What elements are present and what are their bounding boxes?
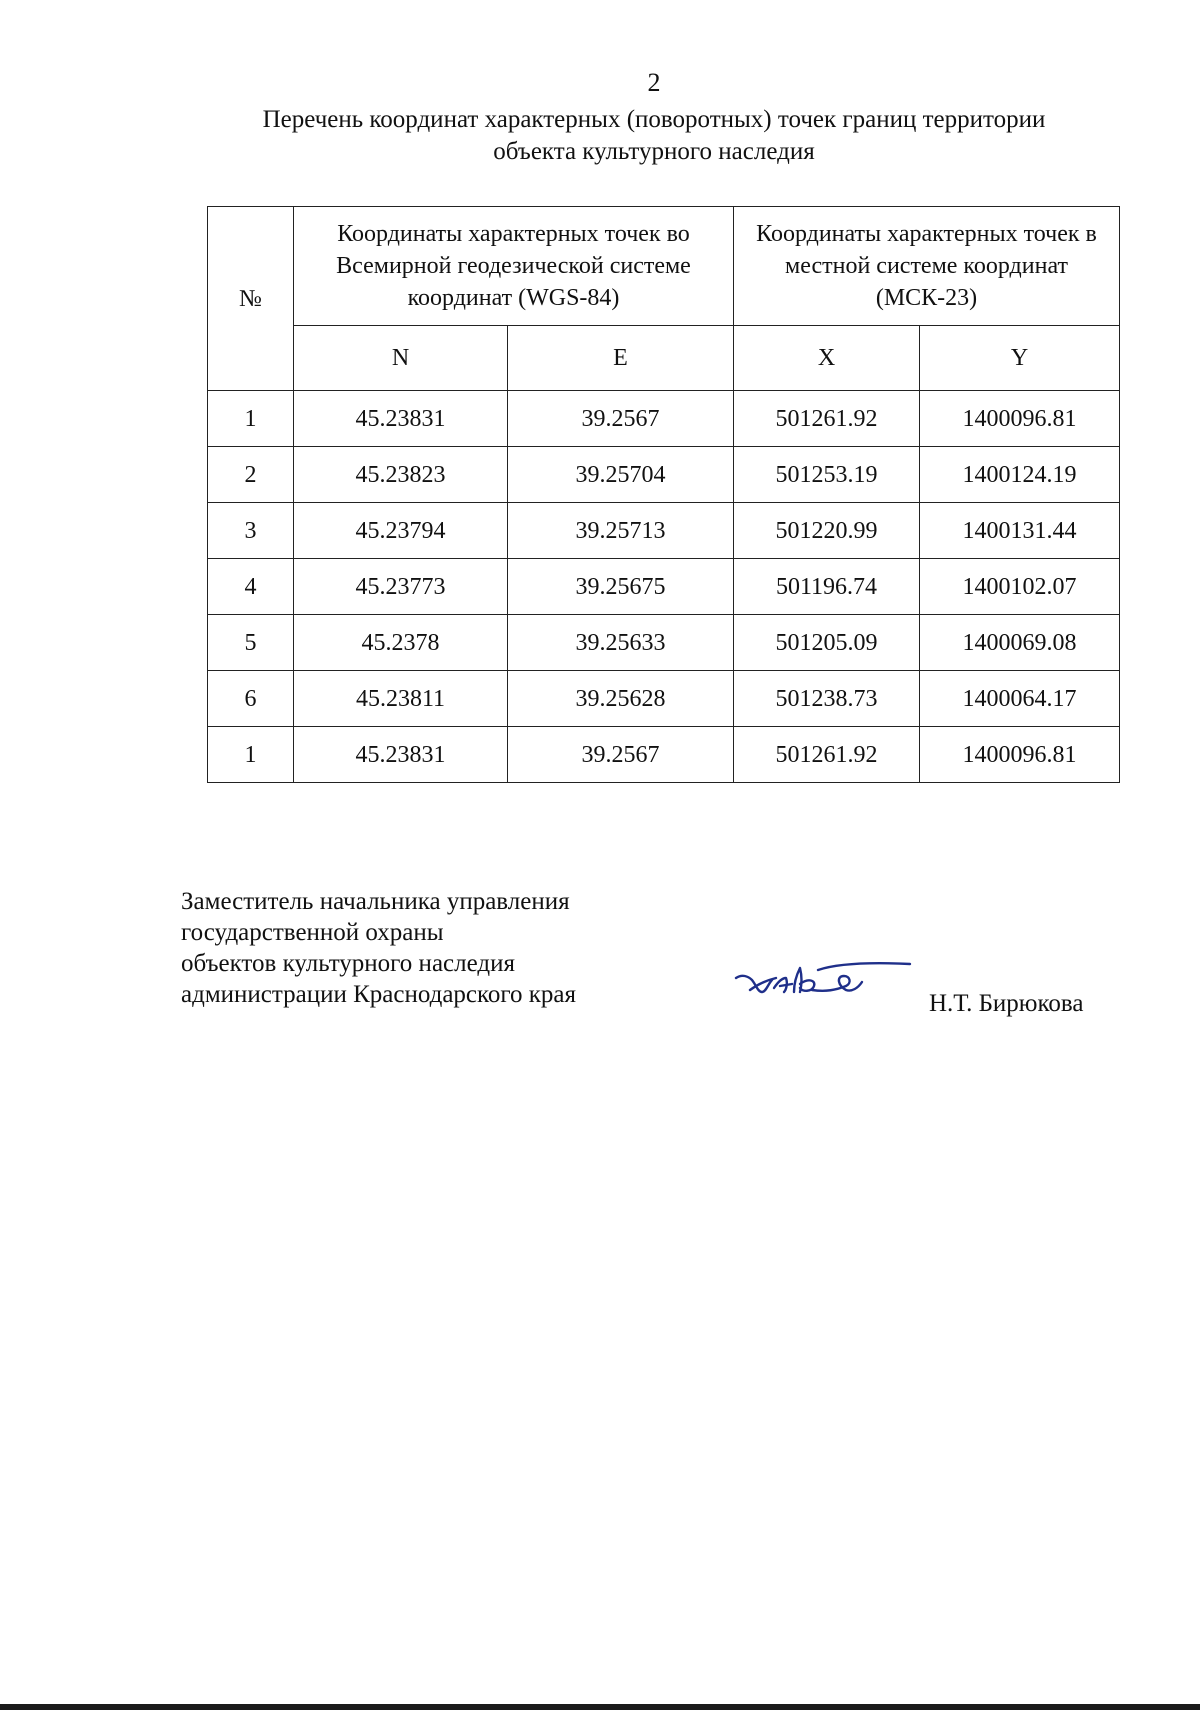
signer-position-line: Заместитель начальника управления [181,888,570,915]
table-row [208,391,1120,447]
cell-x: 501220.99 [734,503,920,559]
cell-n: 45.23794 [294,503,508,559]
header-col-y: Y [920,326,1120,391]
table-row [208,503,1120,559]
cell-y: 1400096.81 [920,391,1120,447]
cell-point-number: 3 [208,503,294,559]
cell-x: 501261.92 [734,391,920,447]
cell-e: 39.2567 [508,727,734,783]
cell-e: 39.25713 [508,503,734,559]
document-title-line-1: Перечень координат характерных (поворотных) точек границ территории [262,106,1046,133]
signer-position-line: администрации Краснодарского края [181,981,577,1008]
cell-y: 1400064.17 [920,671,1120,727]
table-row [208,727,1120,783]
page-number: 2 [647,68,661,97]
header-col-e: E [508,326,734,391]
cell-point-number: 5 [208,615,294,671]
cell-y: 1400131.44 [920,503,1120,559]
cell-e: 39.25628 [508,671,734,727]
cell-x: 501205.09 [734,615,920,671]
cell-n: 45.23831 [294,391,508,447]
header-msk23-group: Координаты характерных точек в местной системе координат (МСК-23) [734,207,1120,326]
cell-n: 45.23823 [294,447,508,503]
signer-position-line: объектов культурного наследия [181,950,515,977]
cell-x: 501253.19 [734,447,920,503]
signer-position-line: государственной охраны [181,919,444,946]
handwritten-signature [728,954,918,1014]
table-row [208,671,1120,727]
coordinates-table [207,206,1120,783]
cell-x: 501238.73 [734,671,920,727]
cell-e: 39.25633 [508,615,734,671]
signer-name: Н.Т. Бирюкова [929,990,1084,1017]
cell-point-number: 1 [208,727,294,783]
cell-x: 501196.74 [734,559,920,615]
scan-bottom-edge [0,1704,1200,1710]
document-title-line-2: объекта культурного наследия [493,138,815,165]
cell-point-number: 6 [208,671,294,727]
cell-point-number: 4 [208,559,294,615]
cell-e: 39.25675 [508,559,734,615]
document-title [150,104,1158,168]
cell-n: 45.23811 [294,671,508,727]
cell-y: 1400102.07 [920,559,1120,615]
header-col-n: N [294,326,508,391]
header-col-x: X [734,326,920,391]
cell-x: 501261.92 [734,727,920,783]
table-row [208,559,1120,615]
cell-e: 39.2567 [508,391,734,447]
cell-y: 1400096.81 [920,727,1120,783]
table-row [208,447,1120,503]
cell-n: 45.23831 [294,727,508,783]
signer-position [181,886,576,1010]
cell-n: 45.23773 [294,559,508,615]
table-row [208,615,1120,671]
header-number: № [208,207,294,391]
cell-y: 1400124.19 [920,447,1120,503]
cell-e: 39.25704 [508,447,734,503]
cell-point-number: 1 [208,391,294,447]
cell-point-number: 2 [208,447,294,503]
cell-n: 45.2378 [294,615,508,671]
header-wgs84-group: Координаты характерных точек во Всемирной геодезической системе координат (WGS-84) [294,207,734,326]
cell-y: 1400069.08 [920,615,1120,671]
